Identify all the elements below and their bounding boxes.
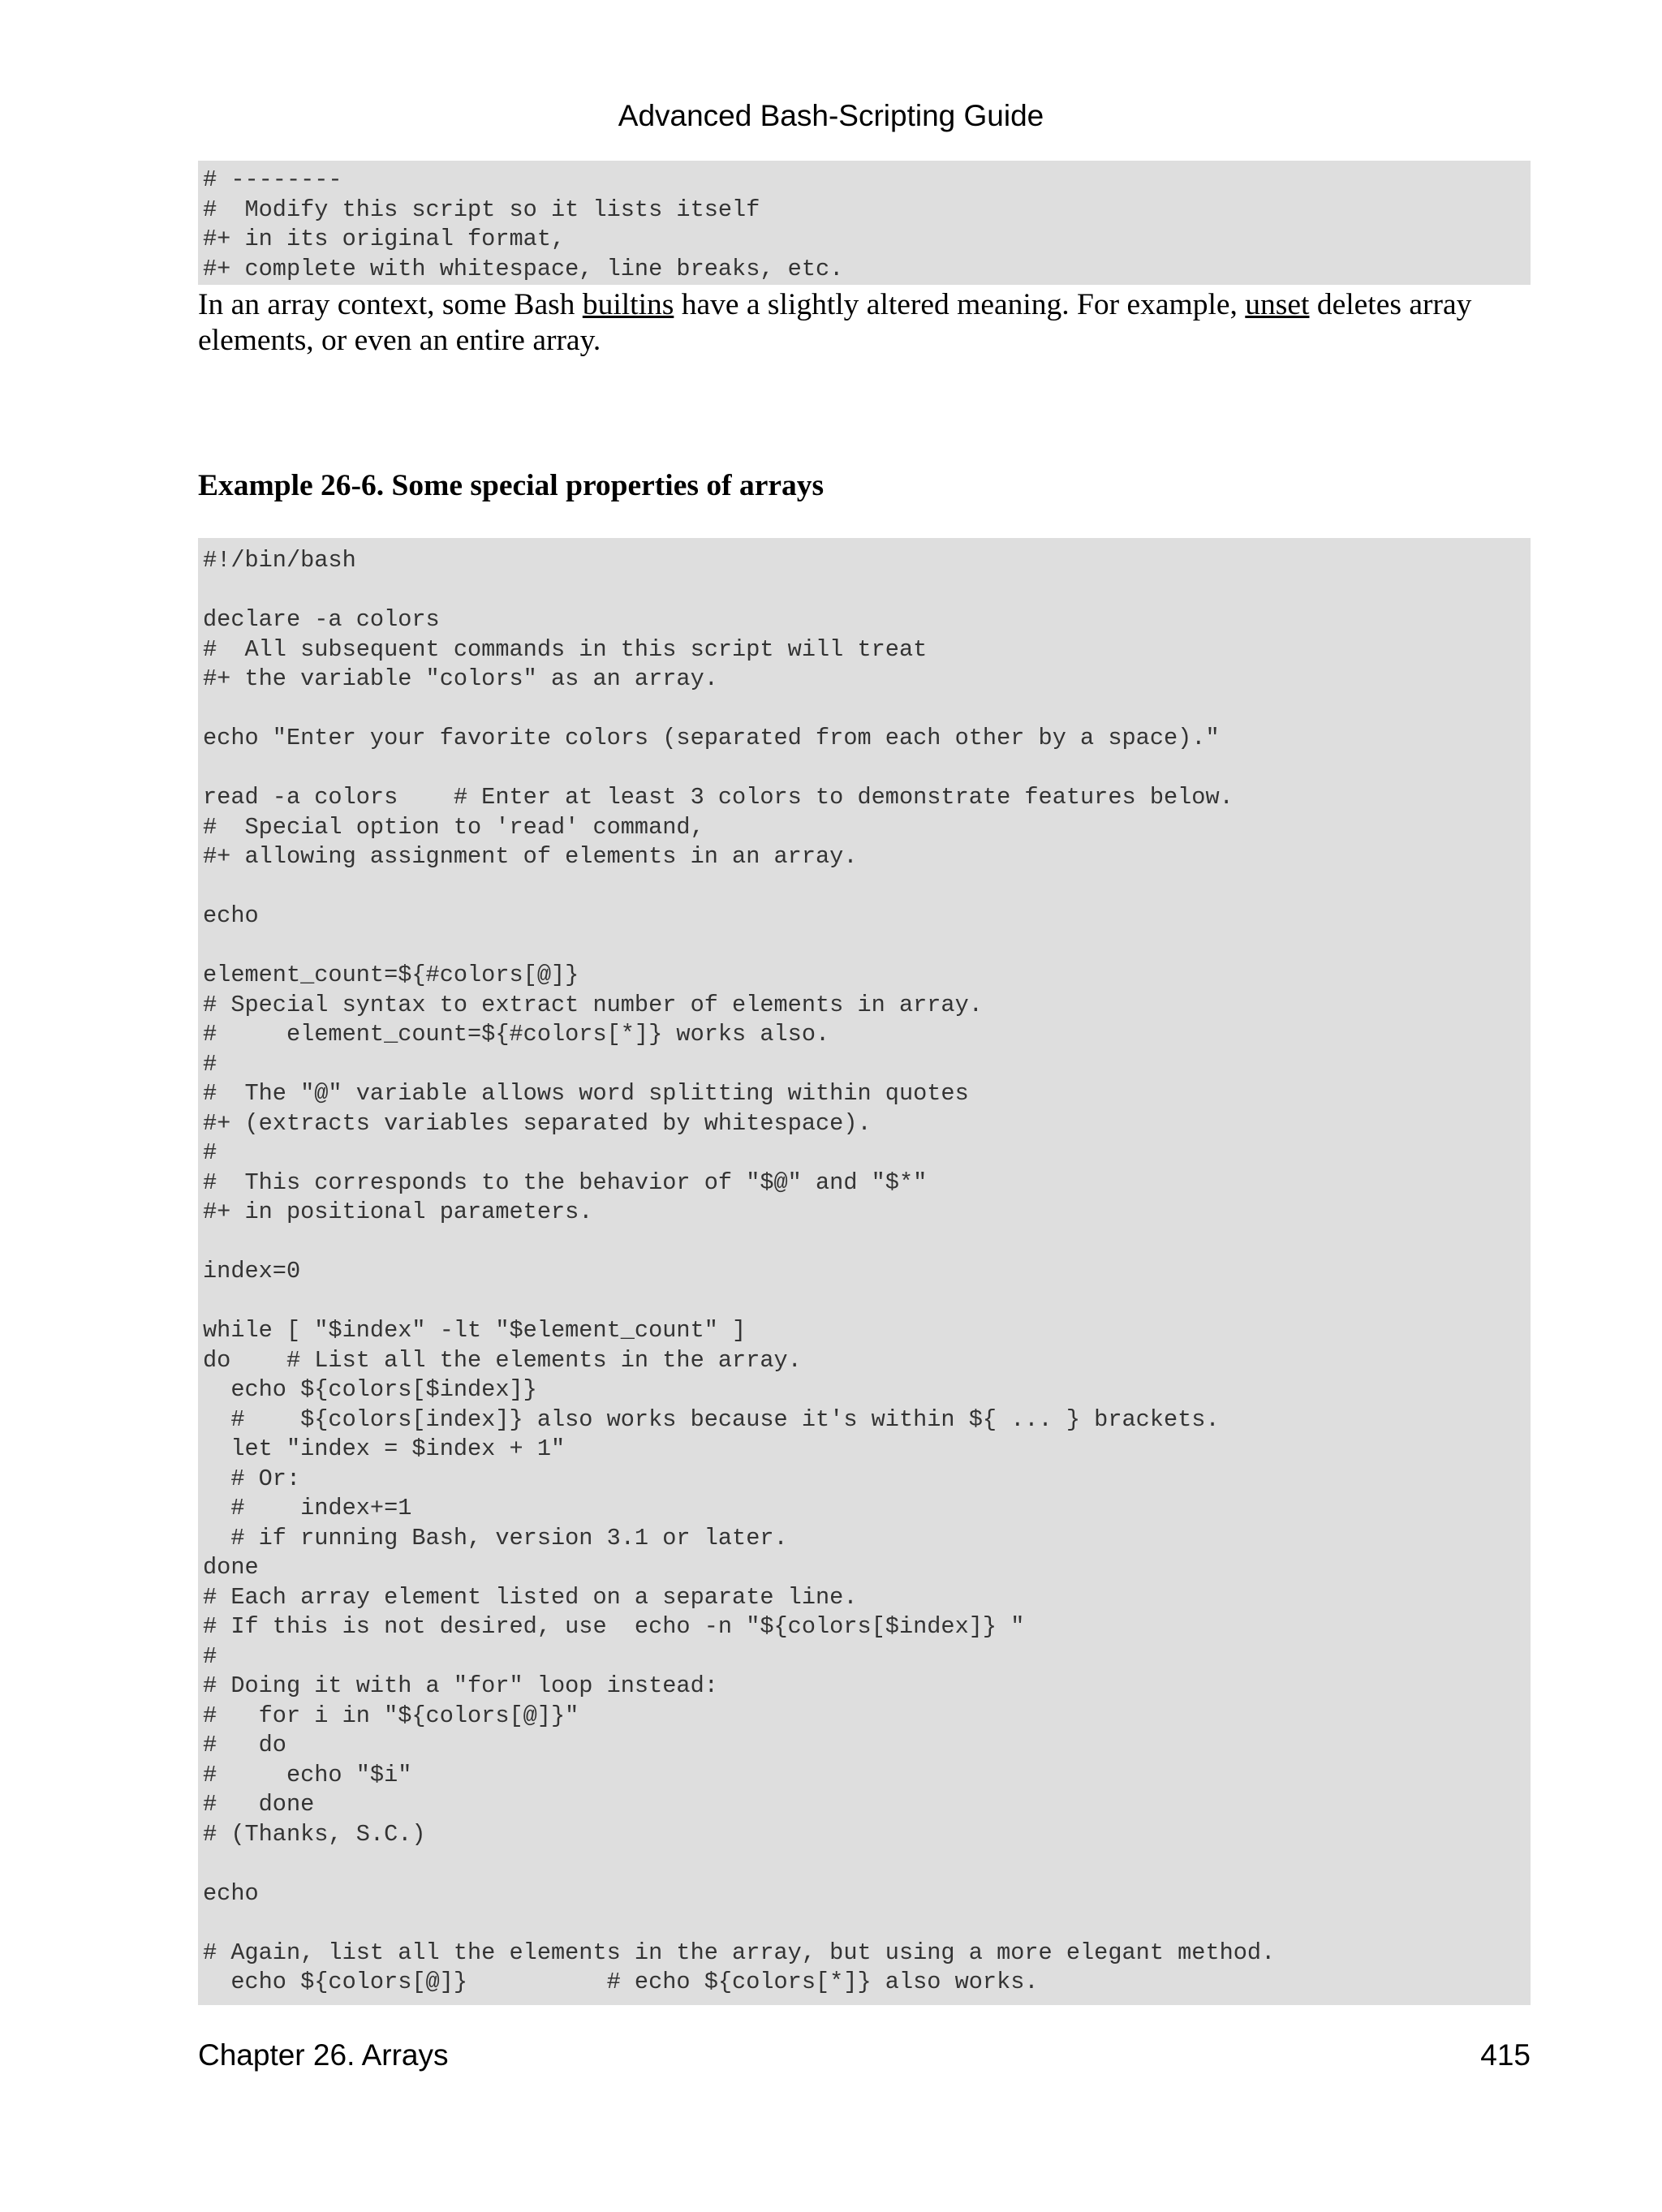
code-line: # index+=1 bbox=[203, 1495, 412, 1521]
code-line bbox=[203, 932, 1531, 962]
code-line: # Special syntax to extract number of elements in array. bbox=[203, 991, 983, 1018]
code-line: # if running Bash, version 3.1 or later. bbox=[203, 1524, 788, 1551]
code-line: # (Thanks, S.C.) bbox=[203, 1820, 426, 1848]
code-line: # Or: bbox=[203, 1465, 301, 1492]
builtins-link[interactable]: builtins bbox=[582, 288, 674, 321]
code-line: # do bbox=[203, 1732, 286, 1758]
code-line: read -a colors # Enter at least 3 colors to demonstrate features below. bbox=[203, 784, 1234, 811]
code-line bbox=[203, 1228, 1531, 1258]
code-line: # element_count=${#colors[*]} works also. bbox=[203, 1021, 830, 1048]
code-line: # All subsequent commands in this script will treat bbox=[203, 635, 928, 663]
paragraph-text: deletes array elements, or even an entire array. bbox=[198, 288, 1472, 357]
code-line: let "index = $index + 1" bbox=[203, 1435, 566, 1462]
code-line bbox=[203, 576, 1531, 606]
code-line: echo ${colors[$index]} bbox=[203, 1376, 537, 1403]
code-line: #+ the variable "colors" as an array. bbox=[203, 665, 718, 692]
footer-chapter: Chapter 26. Arrays bbox=[198, 2038, 449, 2072]
code-line: # The "@" variable allows word splitting within quotes bbox=[203, 1080, 969, 1107]
code-line: # Doing it with a "for" loop instead: bbox=[203, 1672, 718, 1699]
code-line: echo bbox=[203, 1879, 259, 1907]
code-line: element_count=${#colors[@]} bbox=[203, 962, 579, 988]
code-line: # bbox=[203, 1139, 217, 1166]
code-line: #+ allowing assignment of elements in an array. bbox=[203, 843, 858, 870]
page-number: 415 bbox=[1480, 2038, 1531, 2072]
code-line: # If this is not desired, use echo -n "${colors[$index]} " bbox=[203, 1613, 1025, 1640]
code-line bbox=[203, 1287, 1531, 1317]
code-line: echo "Enter your favorite colors (separated from each other by a space)." bbox=[203, 725, 1220, 751]
code-line: do # List all the elements in the array. bbox=[203, 1346, 802, 1374]
code-line: index=0 bbox=[203, 1258, 301, 1285]
code-line: # echo "$i" bbox=[203, 1761, 412, 1788]
code-line: declare -a colors bbox=[203, 606, 440, 633]
code-line bbox=[203, 1849, 1531, 1879]
running-header: Advanced Bash-Scripting Guide bbox=[618, 99, 1044, 132]
code-line: echo bbox=[203, 902, 259, 929]
code-line bbox=[203, 695, 1531, 725]
code-line: #+ in positional parameters. bbox=[203, 1199, 593, 1225]
code-line: # bbox=[203, 1050, 217, 1078]
code-line: # Again, list all the elements in the array, but using a more elegant method. bbox=[203, 1939, 1276, 1966]
example-title: Example 26-6. Some special properties of arrays bbox=[198, 469, 825, 502]
code-line: # -------- bbox=[203, 166, 342, 193]
code-line: # Special option to 'read' command, bbox=[203, 813, 704, 841]
code-line: # ${colors[index]} also works because it's within ${ ... } brackets. bbox=[203, 1405, 1220, 1433]
code-block-main bbox=[198, 538, 1531, 2005]
code-line bbox=[203, 1909, 1531, 1939]
unset-link[interactable]: unset bbox=[1245, 288, 1310, 321]
code-line: # This corresponds to the behavior of "$@" and "$*" bbox=[203, 1168, 928, 1196]
code-line: # done bbox=[203, 1791, 315, 1818]
code-line: #+ in its original format, bbox=[203, 226, 566, 252]
code-line: # bbox=[203, 1642, 217, 1670]
paragraph-text: In an array context, some Bash bbox=[198, 288, 583, 321]
code-line: done bbox=[203, 1554, 259, 1581]
code-line: # for i in "${colors[@]}" bbox=[203, 1702, 579, 1729]
code-line: # Modify this script so it lists itself bbox=[203, 196, 760, 223]
code-line: # Each array element listed on a separate line. bbox=[203, 1583, 858, 1611]
paragraph-text: have a slightly altered meaning. For example, bbox=[674, 288, 1246, 321]
code-block-top bbox=[198, 161, 1531, 285]
code-line: while [ "$index" -lt "$element_count" ] bbox=[203, 1317, 747, 1344]
code-line: #+ (extracts variables separated by whitespace). bbox=[203, 1109, 872, 1137]
code-line: #+ complete with whitespace, line breaks, etc. bbox=[203, 255, 844, 282]
code-line: echo ${colors[@]} # echo ${colors[*]} also works. bbox=[203, 1969, 1039, 1995]
code-line: #!/bin/bash bbox=[203, 547, 356, 574]
body-paragraph bbox=[198, 287, 1545, 359]
code-line bbox=[203, 872, 1531, 902]
code-line bbox=[203, 754, 1531, 784]
